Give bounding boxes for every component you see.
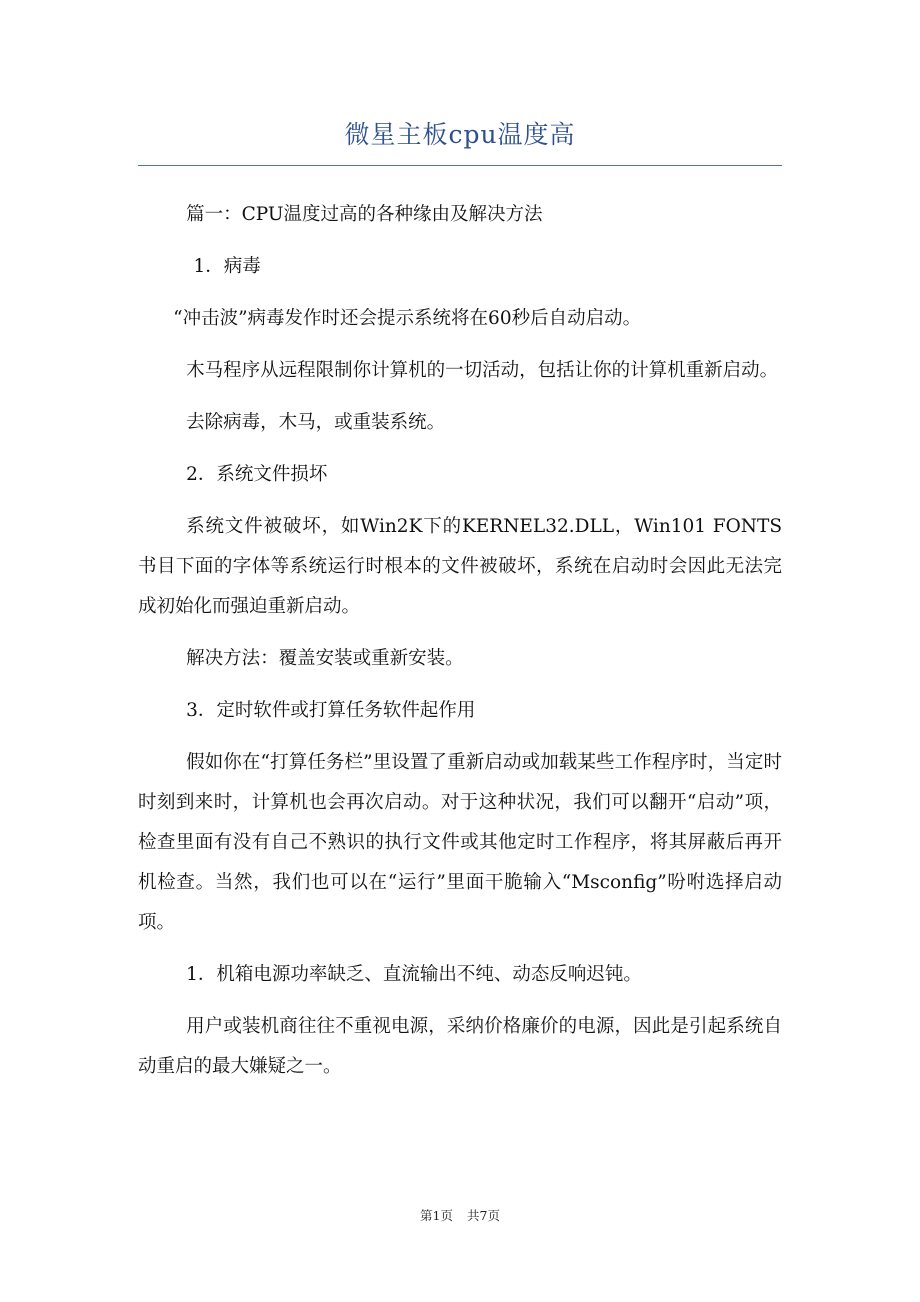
paragraph: 假如你在“打算任务栏”里设置了重新启动或加载某些工作程序时，当定时时刻到来时，计算机也会再次启动。对于这种状况，我们可以翻开“启动”项，检查里面有没有自己不熟识的执行文件或其他定时工作程序，将其屏蔽后再开机检查。当然，我们也可以在“运行”里面干脆输入“Msconfig”吩咐选择启动项。 — [138, 752, 782, 933]
paragraph: “冲击波”病毒发作时还会提示系统将在60秒后自动启动。 — [173, 308, 642, 329]
paragraph: 系统文件被破坏，如Win2K下的KERNEL32.DLL，Win101 FONTS书目下面的字体等系统运行时根本的文件被破坏，系统在启动时会因此无法完成初始化而强迫重新启动。 — [138, 516, 782, 617]
list-item-heading: 1．病毒 — [193, 256, 261, 277]
title-underline — [138, 165, 782, 166]
page-total: 共7页 — [467, 1208, 500, 1223]
page-footer — [0, 1206, 920, 1226]
paragraph: 用户或装机商往往不重视电源，采纳价格廉价的电源，因此是引起系统自动重启的最大嫌疑之一。 — [138, 1016, 782, 1077]
page-number: 第1页 — [420, 1208, 453, 1223]
document-body — [138, 195, 782, 1099]
paragraph: 去除病毒，木马，或重装系统。 — [186, 412, 446, 433]
section-heading: 篇一：CPU温度过高的各种缘由及解决方法 — [186, 204, 543, 225]
paragraph: 木马程序从远程限制你计算机的一切活动，包括让你的计算机重新启动。 — [186, 360, 779, 381]
paragraph: 解决方法：覆盖安装或重新安装。 — [186, 648, 464, 669]
list-item-heading: 1．机箱电源功率缺乏、直流输出不纯、动态反响迟钝。 — [186, 964, 642, 985]
document-title: 微星主板cpu温度高 — [344, 120, 576, 149]
list-item-heading: 3．定时软件或打算任务软件起作用 — [186, 700, 476, 721]
list-item-heading: 2．系统文件损坏 — [186, 464, 328, 485]
